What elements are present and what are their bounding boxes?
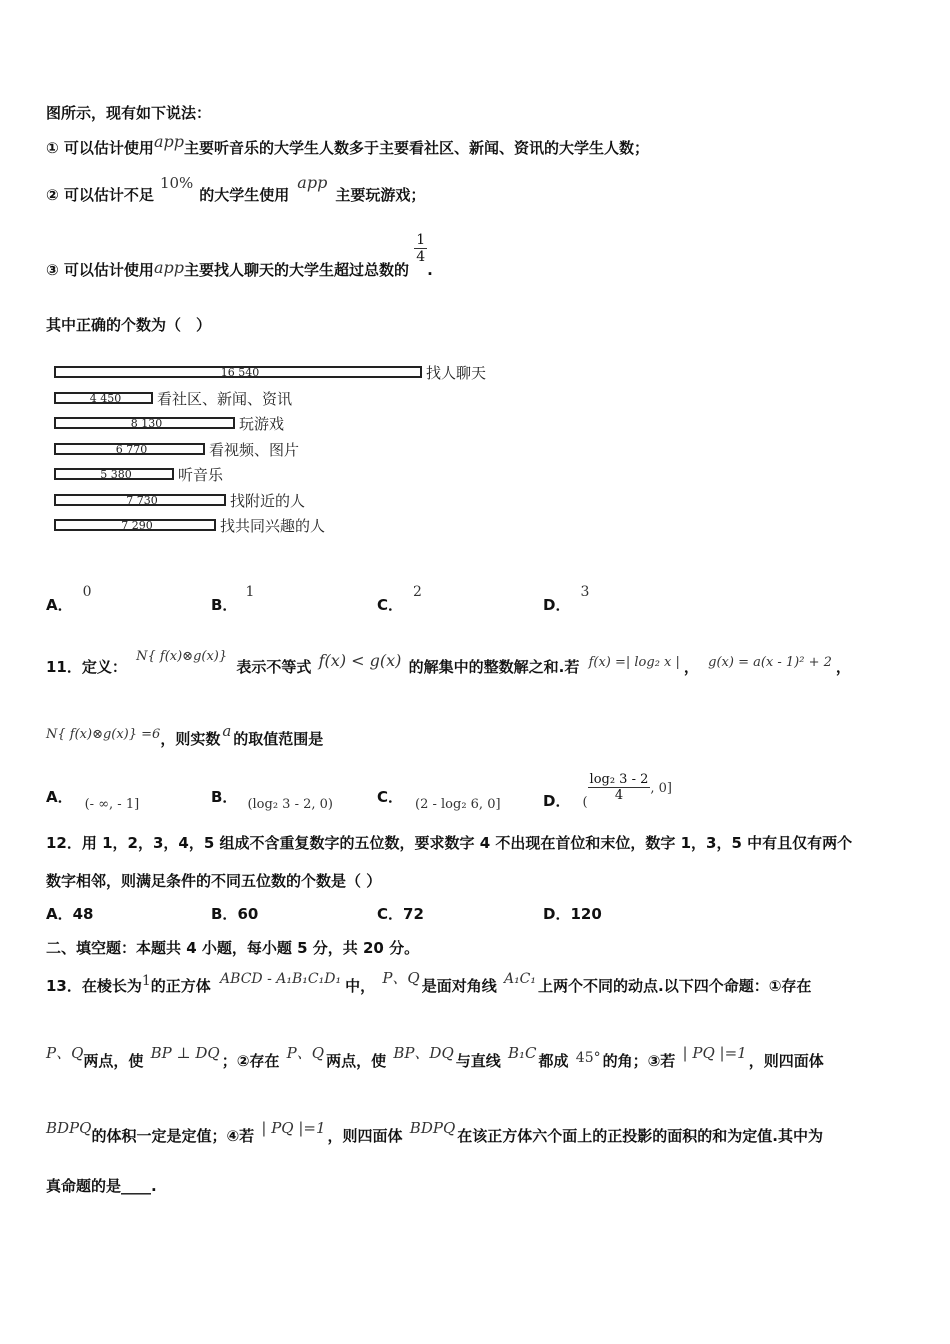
q12-option-a[interactable]: A．48	[46, 905, 94, 923]
q11-option-a[interactable]: A． (- ∞, - 1]	[46, 788, 140, 812]
q13-line-4: 真命题的是____.	[46, 1177, 157, 1195]
q10-option-c[interactable]: C．2	[377, 584, 422, 614]
chart-bar-value-label: 7 290	[121, 519, 153, 532]
chart-category-label: 找人聊天	[426, 364, 487, 382]
chart-bar-value-label: 7 730	[126, 493, 158, 507]
chart-bar	[54, 366, 422, 378]
q10-option-b[interactable]: B．1	[211, 584, 255, 614]
q10-question: 其中正确的个数为（ ）	[46, 316, 212, 334]
chart-bar	[54, 468, 174, 480]
q12-line-1: 12．用 1，2，3，4，5 组成不含重复数字的五位数，要求数字 4 不出现在首位和末位，数字 1，3，5 中有且仅有两个	[46, 834, 853, 852]
q10-option-d[interactable]: D．3	[543, 584, 590, 614]
chart-category-label: 看社区、新闻、资讯	[157, 389, 293, 408]
fraction-one-quarter: $\frac{1}{4}$	[416, 232, 426, 265]
q12-option-c[interactable]: C．72	[377, 905, 424, 923]
q13-line-3: BDPQ的体积一定是定值；④若 | PQ |=1 ，则四面体 BDPQ 在该正方体六个面上的正投影的面积的和为定值.其中为	[46, 1119, 823, 1145]
q10-statement-1: ① 可以估计使用app主要听音乐的大学生人数多于主要看社区、新闻、资讯的大学生人数；	[46, 132, 649, 157]
q12-line-2: 数字相邻，则满足条件的不同五位数的个数是（ ）	[46, 872, 382, 890]
chart-bar	[54, 417, 235, 429]
chart-category-label: 听音乐	[178, 466, 224, 484]
chart-bar-value-label: 5 380	[100, 468, 132, 481]
fraction-option-d: $\frac{\text{log₂ 3 - 2}}{4}$	[589, 772, 649, 803]
chart-category-label: 看视频、图片	[209, 440, 300, 459]
chart-bar	[54, 494, 226, 506]
chart-bar-value-label: 16 540	[220, 366, 260, 379]
q10-option-a[interactable]: A．0	[46, 584, 92, 614]
chart-category-label: 找附近的人	[230, 491, 306, 510]
q13-line-1: 13．在棱长为1的正方体 ABCD - A₁B₁C₁D₁ 中， P、Q 是面对角线 A₁C₁ 上两个不同的动点.以下四个命题：①存在	[46, 969, 812, 995]
q10-intro: 图所示，现有如下说法：	[46, 104, 212, 122]
chart-bar-value-label: 4 450	[89, 391, 122, 405]
chart-bar	[54, 392, 153, 404]
chart-bar	[54, 443, 205, 455]
chart-category-label: 找共同兴趣的人	[220, 517, 326, 535]
q10-statement-2: ② 可以估计不足10%的大学生使用app主要玩游戏；	[46, 173, 426, 204]
q12-option-d[interactable]: D．120	[543, 905, 602, 923]
q12-option-b[interactable]: B．60	[211, 905, 259, 923]
q11-option-d[interactable]: D． ( $\frac{\text{log₂ 3 - 2}}{4}$ , 0]	[543, 772, 672, 810]
chart-category-label: 玩游戏	[239, 415, 285, 433]
section-fill-in-title: 二、填空题：本题共 4 小题，每小题 5 分，共 20 分。	[46, 939, 420, 957]
chart-bar-value-label: 6 770	[115, 442, 148, 456]
q11-line-2: N{ f(x)⊗g(x)} =6，则实数 a 的取值范围是	[46, 722, 324, 748]
q11-line-1: 11．定义： N{ f(x)⊗g(x)} 表示不等式 f(x) < g(x) 的解集中的整数解之和.若 f(x) =| log₂ x | ， g(x) = a(x - 1)² + 2 ，	[46, 649, 851, 676]
q11-option-b[interactable]: B． (log₂ 3 - 2, 0)	[211, 788, 333, 812]
q10-statement-3: ③ 可以估计使用app主要找人聊天的大学生超过总数的 $\frac{1}{4}$ .	[46, 232, 433, 279]
chart-bar	[54, 519, 216, 531]
usage-bar-chart	[50, 358, 520, 558]
q13-line-2: P、Q两点，使 BP ⊥ DQ ；②存在 P、Q 两点，使 BP、DQ 与直线 B₁C 都成 45° 的角；③若 | PQ |=1 ，则四面体	[46, 1044, 824, 1070]
chart-bar-value-label: 8 130	[130, 417, 163, 430]
q11-option-c[interactable]: C． (2 - log₂ 6, 0]	[377, 788, 501, 812]
